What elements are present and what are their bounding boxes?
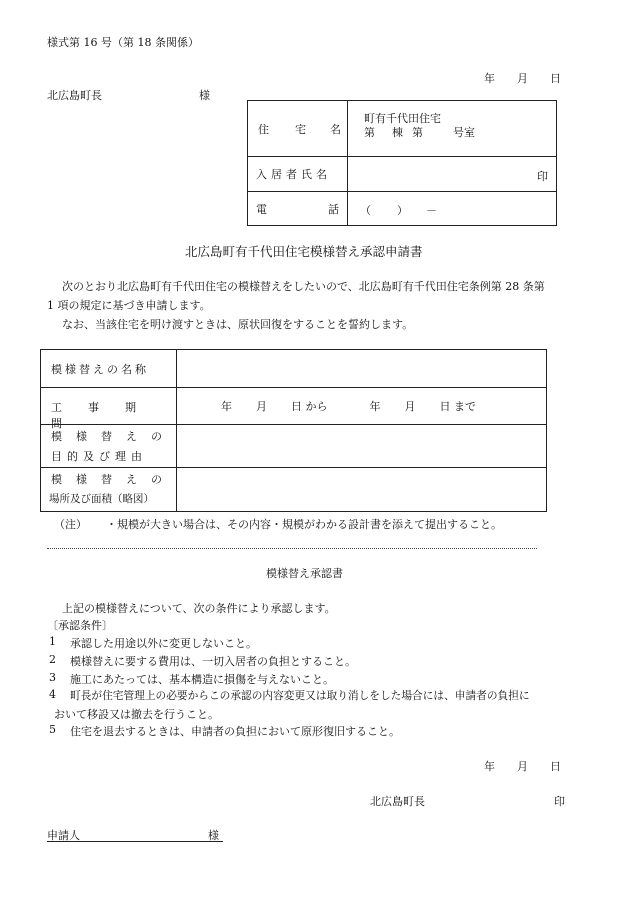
period-label (41, 388, 177, 430)
resident-seal: 印 (537, 170, 548, 183)
resident-label: 入居者氏名 (248, 157, 348, 191)
purpose-row (41, 425, 546, 468)
body-line-3: なお、当該住宅を明け渡すときは、原状回復をすることを誓約します。 (62, 318, 414, 331)
address-line1[interactable]: 町有千代田住宅 (364, 112, 441, 125)
location-row (41, 468, 546, 511)
approval-intro: 上記の模様替えについて、次の条件により承認します。 (62, 602, 336, 615)
cut-line (47, 548, 537, 549)
body-line-1: 次のとおり北広島町有千代田住宅の模様替えをしたいので、北広島町有千代田住宅条例第 28 条第 (62, 280, 545, 293)
condition-text: 町長が住宅管理上の必要からこの承認の内容変更又は取り消しをした場合には、申請者の負担に (70, 689, 530, 702)
phone-field[interactable]: （ ） － (360, 204, 437, 217)
phone-row (248, 192, 556, 225)
purpose-field[interactable] (178, 425, 546, 467)
address-label: 住 宅 名 (248, 101, 348, 156)
period-row (41, 388, 546, 430)
date-top (484, 70, 561, 86)
condition-number: 1 (49, 635, 56, 648)
condition-number: 5 (49, 723, 56, 736)
resident-name-field[interactable] (354, 157, 548, 191)
note-text: ・規模が大きい場合は、その内容・規模がわかる設計書を添えて提出すること。 (106, 518, 502, 531)
conditions-header: 〔承認条件〕 (47, 619, 113, 632)
applicant-underline[interactable] (47, 841, 223, 842)
condition-text-continued: おいて移設又は撤去を行うこと。 (54, 708, 219, 721)
approval-title: 模様替え承認書 (266, 567, 343, 580)
page-title: 北広島町有千代田住宅模様替え承認申請書 (185, 244, 423, 259)
condition-text: 模様替えに要する費用は、一切入居者の負担とすること。 (70, 655, 356, 668)
period-field[interactable]: 年 月 日 から 年 月 日 まで (221, 400, 476, 413)
date-month-label: 月 (517, 72, 528, 85)
addressee-honorific: 様 (199, 89, 210, 102)
applicant-label: 申請人 (47, 829, 80, 842)
resident-row (248, 157, 556, 192)
location-field[interactable] (178, 468, 546, 511)
note-label: （注） (54, 518, 87, 531)
details-table (40, 349, 547, 512)
form-number: 様式第 16 号（第 18 条関係） (47, 36, 199, 49)
condition-number: 4 (49, 688, 56, 701)
condition-number: 3 (49, 671, 56, 684)
approval-seal: 印 (554, 795, 565, 808)
applicant-honorific: 様 (208, 829, 219, 842)
address-row (248, 101, 556, 157)
body-line-2: 1 項の規定に基づき申請します。 (47, 299, 211, 312)
addressee-name: 北広島町長 (47, 89, 102, 102)
address-line2[interactable]: 第 棟 第 号室 (364, 126, 475, 139)
date-year-label: 年 (484, 72, 495, 85)
approval-mayor: 北広島町長 (370, 795, 425, 808)
condition-text: 施工にあたっては、基本構造に損傷を与えないこと。 (70, 673, 334, 686)
name-field[interactable] (178, 350, 546, 387)
period-label-text: 工事期間 (51, 401, 162, 430)
condition-text: 住宅を退去するときは、申請者の負担において原形復旧すること。 (70, 725, 400, 738)
approval-date: 年 月 日 (484, 760, 561, 773)
name-label: 模様替えの名称 (41, 350, 177, 387)
date-day-label: 日 (550, 72, 561, 85)
applicant-table (247, 100, 557, 226)
name-row (41, 350, 546, 388)
condition-text: 承認した用途以外に変更しないこと。 (70, 637, 257, 650)
purpose-label: 模様替えの 目的及び理由 (41, 425, 177, 467)
location-label: 模様替えの 場所及び面積（略図） (41, 468, 177, 511)
condition-number: 2 (49, 653, 56, 666)
phone-label: 電 話 (248, 192, 348, 225)
